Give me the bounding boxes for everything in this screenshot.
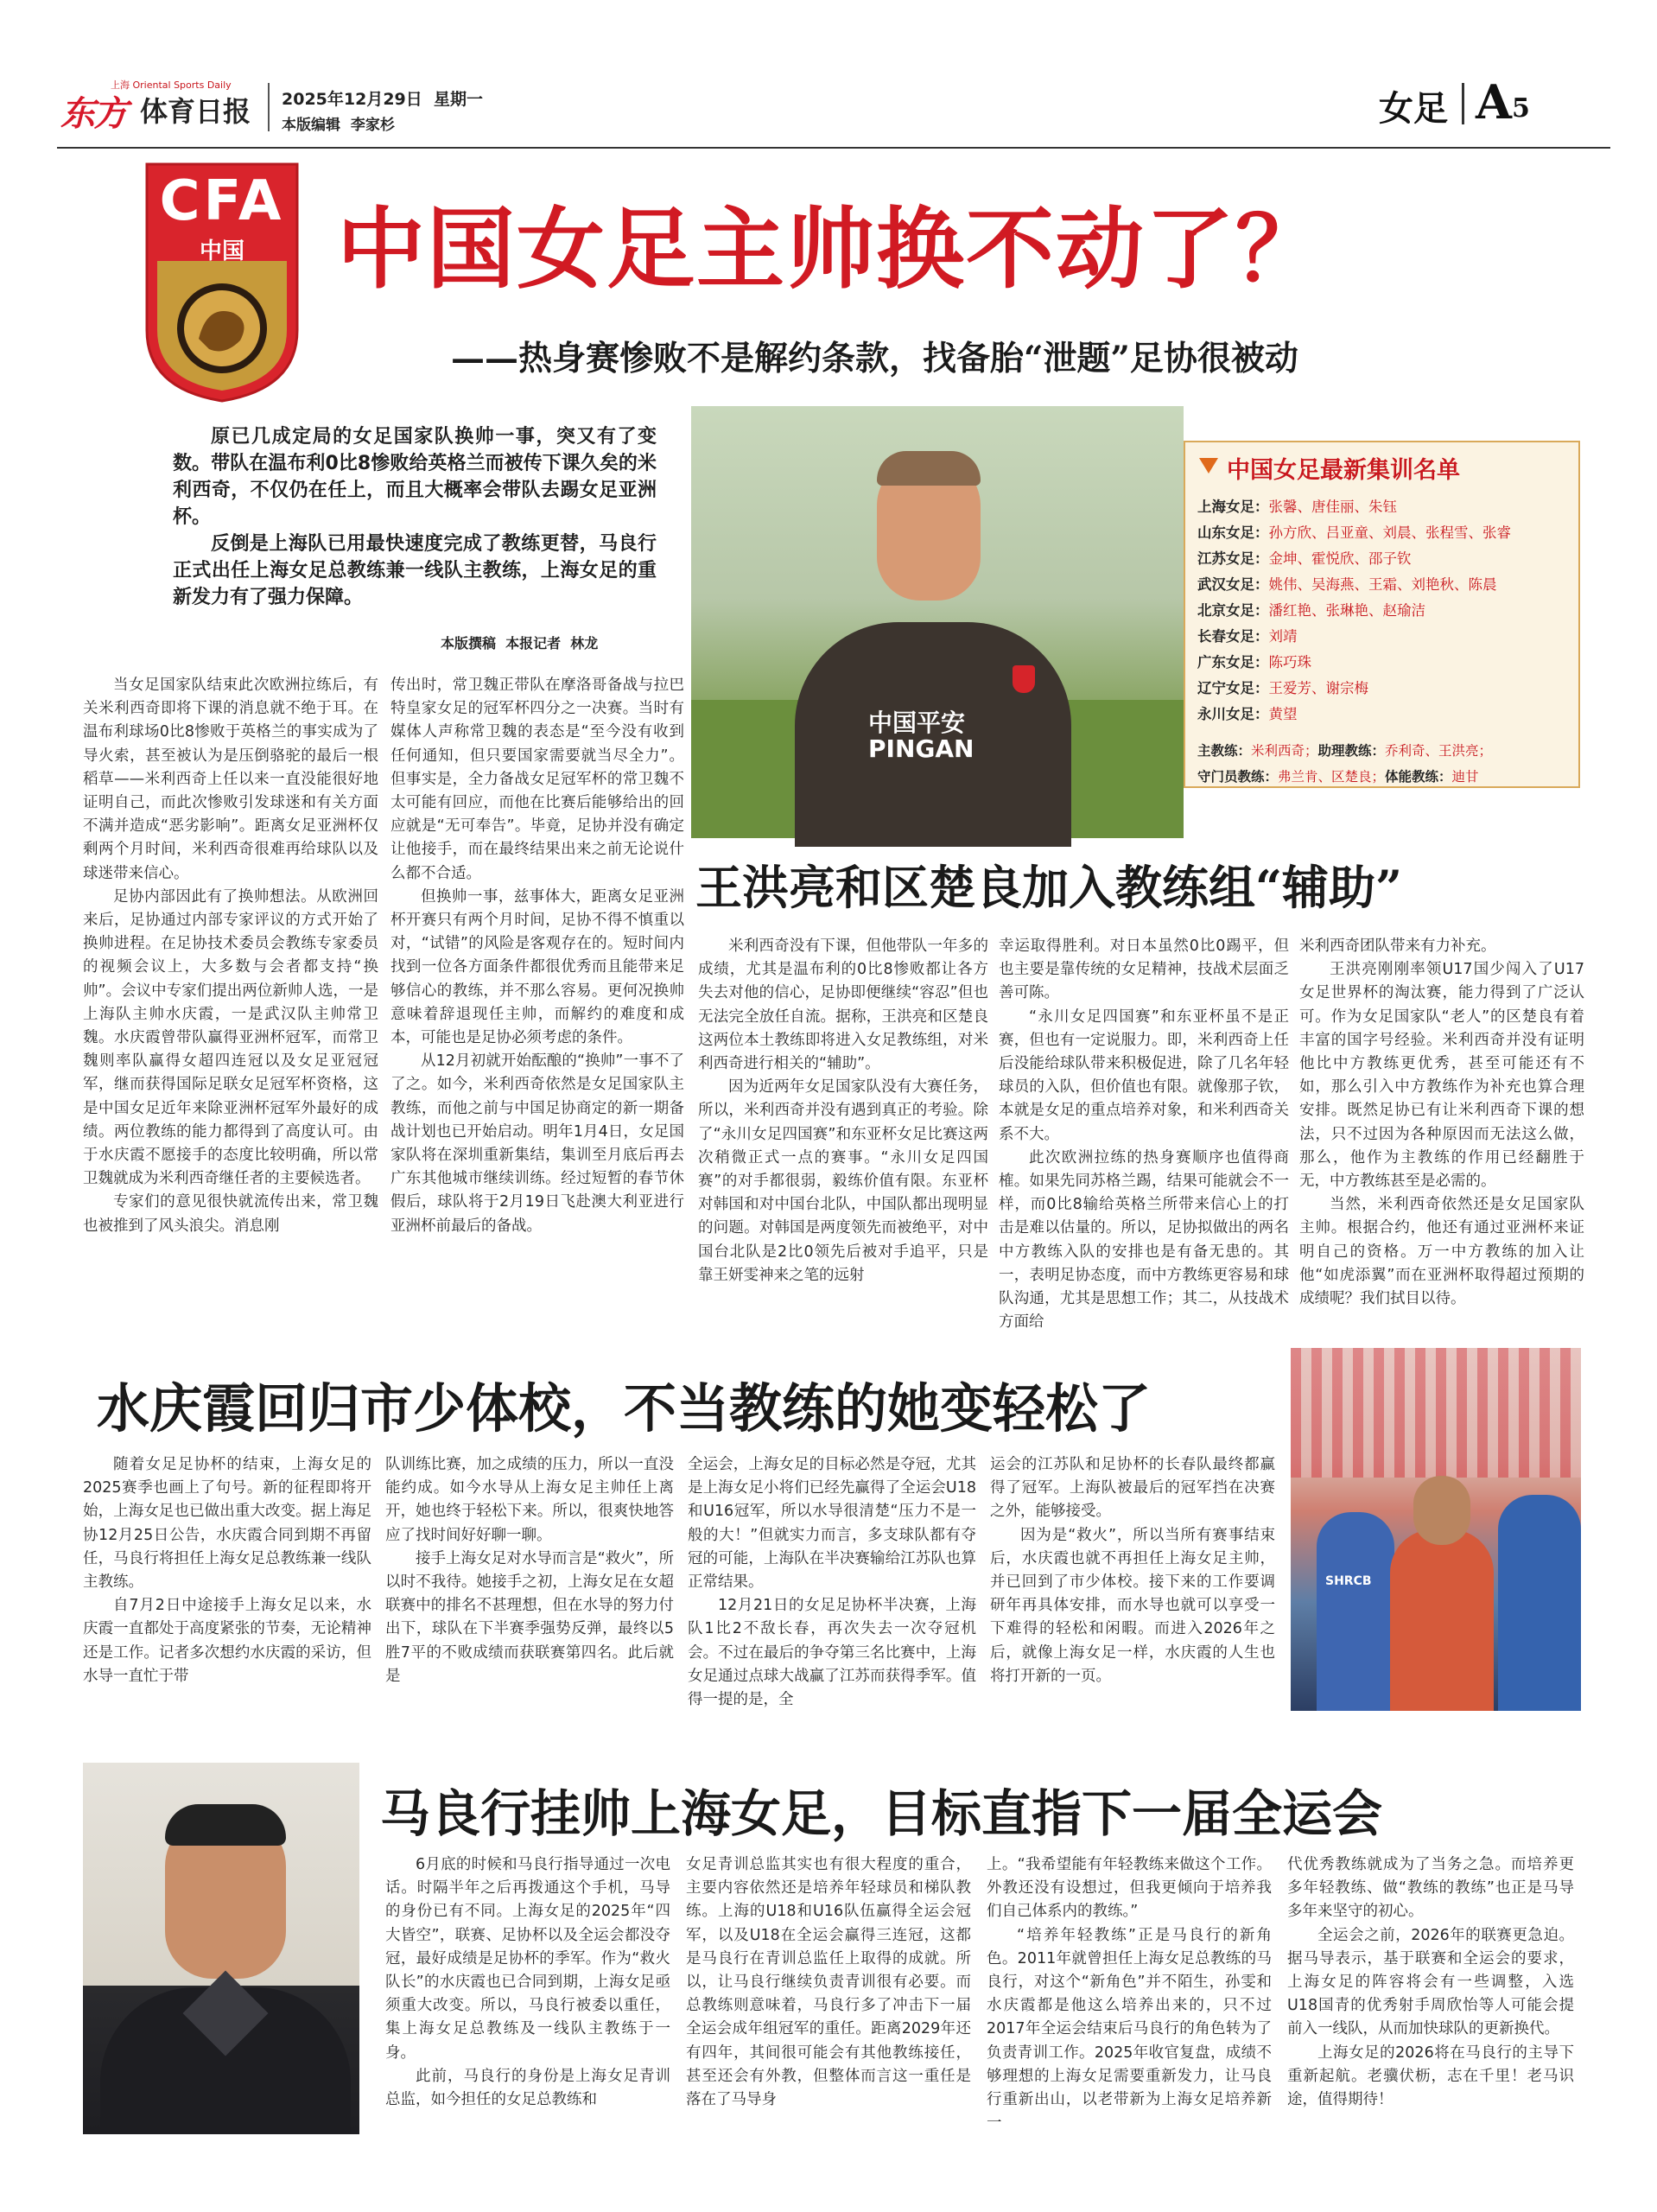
roster-row xyxy=(1197,650,1569,676)
section-name: 女足 xyxy=(1379,88,1448,129)
masthead xyxy=(60,59,1607,145)
article3-column-2 xyxy=(385,1453,674,1713)
article3-column-4 xyxy=(990,1453,1275,1713)
staff-label: 主教练： xyxy=(1197,743,1252,759)
coach-hair xyxy=(877,451,981,486)
staff-label: 助理教练： xyxy=(1317,743,1386,759)
roster-list xyxy=(1197,494,1569,790)
roster-spacer xyxy=(1197,728,1569,738)
logo-sub: 体育日报 xyxy=(140,95,251,128)
article2-column-3 xyxy=(1299,935,1584,1315)
paragraph: 女足青训总监其实也有很大程度的重合，主要内容依然还是培养年轻球员和梯队教练。上海的U18和U16队伍赢得全运会冠军，以及U18在全运会赢得三连冠，这都是马良行在青训总监任上取得的成就。所以，让马良行继续负责青训很有必要。而总教练则意味着，马良行多了冲击下一届全运会成年组冠军的重任。距离2029年还有四年，其间很可能会有其他教练接任，甚至还会有外教，但整体而言这一重任是落在了马导身 xyxy=(686,1856,971,2109)
shirt-sponsor-en: PINGAN xyxy=(868,734,975,763)
roster-names: 黄望 xyxy=(1268,706,1298,722)
paragraph: 此次欧洲拉练的热身赛顺序也值得商榷。如果先同苏格兰踢，结果可能就会不一样，而0比8输给英格兰所带来信心上的打击是难以估量的。所以，足协拟做出的两名中方教练入队的安排也是有备无患的。其一，表明足协态度，而中方教练更容易和球队沟通，尤其是思想工作；其二，从技战术方面给 xyxy=(999,1148,1289,1332)
roster-names: 潘红艳、张琳艳、赵瑜洁 xyxy=(1268,602,1425,619)
article4-column-3 xyxy=(987,1853,1272,2139)
roster-row xyxy=(1197,494,1569,520)
staff-value: 乔利奇、王洪亮； xyxy=(1385,743,1493,759)
coach-figure xyxy=(1390,1529,1494,1711)
article2-column-1 xyxy=(698,935,988,1315)
roster-staff-row xyxy=(1197,764,1569,790)
paragraph: 因为是“救火”，所以当所有赛事结束后，水庆霞也就不再担任上海女足主帅，并已回到了市少体校。接下来的工作要调研年再具体安排，而水导也就可以享受一下难得的轻松和闲暇。而进入2026年之后，就像上海女足一样，水庆霞的人生也将打开新的一页。 xyxy=(990,1526,1275,1685)
emblem-country: 中国 xyxy=(199,238,244,264)
paragraph: 全运会之前，2026年的联赛更急迫。据马导表示，基于联赛和全运会的要求，上海女足的阵容将会有一些调整，入选U18国青的优秀射手周欣怡等人可能会提前入一线队，从而加快球队的更新换代。 xyxy=(1287,1926,1574,2038)
paragraph: 此前，马良行的身份是上海女足青训总监，如今担任的女足总教练和 xyxy=(385,2067,670,2109)
staff-label: 体能教练： xyxy=(1385,769,1452,785)
paragraph: 上海女足的2026将在马良行的主导下重新起航。老骥伏枥，志在千里！老马识途，值得期待！ xyxy=(1287,2044,1574,2109)
paragraph: 上。“我希望能有年轻教练来做这个工作。外教还没有设想过，但我更倾向于培养我们自己体系内的教练。” xyxy=(987,1856,1272,1921)
paragraph: 接手上海女足对水导而言是“救火”，所以时不我待。她接手之初，上海女足在女超联赛中的排名不甚理想，但在水导的努力付出下，球队在下半赛季强势反弹，最终以5胜7平的不败成绩而获联赛第四名。此后就是 xyxy=(385,1549,674,1685)
paragraph: 全运会，上海女足的目标必然是夺冠，尤其是上海女足小将们已经先赢得了全运会U18和U16冠军，所以水导很清楚“压力不是一般的大！”但就实力而言，多支球队都有夺冠的可能，上海队在半决赛输给江苏队也算正常结果。 xyxy=(688,1456,976,1592)
paragraph: 队训练比赛，加之成绩的压力，所以一直没能约成。如今水导从上海女足主帅任上离开，她也终于轻松下来。所以，很爽快地答应了找时间好好聊一聊。 xyxy=(385,1456,674,1544)
roster-names: 王爱芳、谢宗梅 xyxy=(1268,680,1368,696)
coach-head xyxy=(1413,1476,1470,1545)
roster-row xyxy=(1197,546,1569,572)
staff-value: 弗兰肯、区楚良； xyxy=(1278,769,1386,785)
article4-column-1 xyxy=(385,1853,670,2139)
paragraph: 但换帅一事，兹事体大，距离女足亚洲杯开赛只有两个月时间，足协不得不慎重以对，“试错”的风险是客观存在的。短时间内找到一位各方面条件都很优秀而且能带来足够信心的教练，并不那么容易。更何况换帅意味着辞退现任主帅，而解约的难度和成本，可能也是足协必须考虑的条件。 xyxy=(390,887,684,1047)
roster-names: 张馨、唐佳丽、朱钰 xyxy=(1268,499,1397,515)
article4-column-4 xyxy=(1287,1853,1574,2139)
roster-names: 姚伟、吴海燕、王霜、刘艳秋、陈晨 xyxy=(1268,576,1497,593)
roster-row xyxy=(1197,676,1569,702)
roster-names: 孙方欣、吕亚童、刘晨、张程雪、张睿 xyxy=(1268,524,1511,541)
paragraph: 从12月初就开始酝酿的“换帅”一事不了了之。如今，米利西奇依然是女足国家队主教练，而他之前与中国足协商定的新一期备战计划也已开始启动。明年1月4日，女足国家队将在深圳重新集结，集训至月底后再去广东其他城市继续训练。经过短暂的春节休假后，球队将于2月19日飞赴澳大利亚进行亚洲杯前最后的备战。 xyxy=(390,1052,684,1235)
player-figure xyxy=(1498,1495,1581,1711)
staff-value: 迪甘 xyxy=(1451,769,1479,785)
roster-club: 北京女足： xyxy=(1197,602,1269,619)
section-divider xyxy=(1462,83,1464,124)
cfa-emblem xyxy=(138,157,306,404)
roster-row xyxy=(1197,702,1569,728)
article4-column-2 xyxy=(686,1853,971,2139)
article3-column-3 xyxy=(688,1453,976,1713)
lead-column-2 xyxy=(390,674,684,1313)
paragraph: 王洪亮刚刚率领U17国少闯入了U17女足世界杯的淘汰赛，能力得到了广泛认可。作为女足国家队“老人”的区楚良有着丰富的国字号经验。米利西奇并没有证明他比中方教练更优秀，甚至可能还有不如，那么引入中方教练作为补充也算合理安排。既然足协已有让米利西奇下课的想法，只不过因为各种原因而无法这么做，那么，他作为主教练的作用已经翻胜于无，中方教练甚至是必需的。 xyxy=(1299,961,1584,1191)
paragraph: 专家们的意见很快就流传出来，常卫魏也被推到了风头浪尖。消息刚 xyxy=(83,1193,378,1235)
sponsor-sign: SHRCB xyxy=(1325,1574,1372,1588)
staff-label: 守门员教练： xyxy=(1197,769,1279,785)
roster-title: 中国女足最新集训名单 xyxy=(1227,457,1460,484)
article2-headline: 王洪亮和区楚良加入教练组“辅助” xyxy=(695,860,1403,915)
paragraph: 因为近两年女足国家队没有大赛任务，所以，米利西奇并没有遇到真正的考验。除了“永川女足四国赛”和东亚杯女足比赛这两次稍微正式一点的赛事。“永川女足四国赛”的对手都很弱，毅练价值有限。东亚杯对韩国和对中国台北队，中国队都出现明显的问题。对韩国是两度领先而被绝平，对中国台北队是2比0领先后被对手追平，只是靠王妍雯神来之笔的远射 xyxy=(698,1078,988,1284)
roster-club: 上海女足： xyxy=(1197,499,1269,515)
paragraph: 运会的江苏队和足协杯的长春队最终都赢得了冠军。上海队被最后的冠军挡在决赛之外，能够接受。 xyxy=(990,1456,1275,1521)
lead-byline: 本版撰稿 本报记者 林龙 xyxy=(441,635,599,652)
roster-club: 辽宁女足： xyxy=(1197,680,1269,696)
paragraph: 足协内部因此有了换帅想法。从欧洲回来后，足协通过内部专家评议的方式开始了换帅进程。在足协技术委员会教练专家委员的视频会议上，大多数与会者都支持“换帅”。会议中专家们提出两位新帅人选，一是上海队主帅水庆霞，一是武汉队主帅常卫魏。水庆霞曾带队赢得亚洲杯冠军，而常卫魏则率队赢得女超四连冠以及女足亚冠冠军，继而获得国际足联女足冠军杯资格，这是中国女足近年来除亚洲杯冠军外最好的成绩。两位教练的能力都得到了高度认可。由于水庆霞不愿接手的态度比较明确，所以常卫魏就成为米利西奇继任者的主要候选者。 xyxy=(83,887,378,1188)
paragraph: 12月21日的女足足协杯半决赛，上海队1比2不敌长春，再次失去一次夺冠机会。不过在最后的争夺第三名比赛中，上海女足通过点球大战赢了江苏而获得季军。值得一提的是，全 xyxy=(688,1597,976,1709)
lead-column-1 xyxy=(83,674,378,1313)
article4-headline: 马良行挂帅上海女足，目标直指下一届全运会 xyxy=(380,1784,1383,1843)
logo-main: 东方 xyxy=(60,93,126,134)
page-number: 5 xyxy=(1512,93,1530,124)
roster-club: 江苏女足： xyxy=(1197,550,1269,567)
paragraph: 米利西奇团队带来有力补充。 xyxy=(1299,938,1496,955)
roster-row xyxy=(1197,572,1569,598)
lead-intro xyxy=(173,423,657,611)
roster-box xyxy=(1184,441,1580,788)
staff-value: 米利西奇； xyxy=(1251,743,1318,759)
paragraph: 自7月2日中途接手上海女足以来，水庆霞一直都处于高度紧张的节奏，无论精神还是工作。记者多次想约水庆霞的采访，但水导一直忙于带 xyxy=(83,1597,371,1685)
page-editor: 本版编辑 李家杉 xyxy=(282,117,395,134)
lead-subtitle: ——热身赛惨败不是解约条款，找备胎“泄题”足协很被动 xyxy=(451,339,1298,378)
logo-tiny: 上海 Oriental Sports Daily xyxy=(111,79,232,91)
coach-photo xyxy=(691,406,1184,834)
roster-row xyxy=(1197,598,1569,624)
roster-names: 金坤、霍悦欣、邵子钦 xyxy=(1268,550,1412,567)
page-letter: A xyxy=(1476,74,1512,130)
ma-liangxing-photo xyxy=(83,1763,359,2134)
roster-arrow-icon xyxy=(1199,458,1218,474)
paragraph: 当然，米利西奇依然还是女足国家队主帅。根据合约，他还有通过亚洲杯来证明自己的资格。万一中方教练的加入让他“如虎添翼”而在亚洲杯取得超过预期的成绩呢？我们拭目以待。 xyxy=(1299,1196,1584,1308)
stadium-seats xyxy=(1291,1348,1581,1478)
roster-names: 刘靖 xyxy=(1268,628,1298,645)
roster-row xyxy=(1197,520,1569,546)
roster-club: 武汉女足： xyxy=(1197,576,1269,593)
roster-names: 陈巧珠 xyxy=(1268,654,1311,671)
coach-shui-photo xyxy=(1291,1348,1581,1711)
paragraph: 6月底的时候和马良行指导通过一次电话。时隔半年之后再拨通这个手机，马导的身份已有不同。上海女足的2025年“四大皆空”，联赛、足协杯以及全运会都没夺冠，最好成绩是足协杯的季军。作为“救火队长”的水庆霞也已合同到期，上海女足亟须重大改变。所以，马良行被委以重任，集上海女足总教练及一线队主教练于一身。 xyxy=(385,1856,670,2062)
paragraph: “永川女足四国赛”和东亚杯虽不是正赛，但也有一定说服力。即，米利西奇上任后没能给球队带来积极促进，除了几名年轻球员的入队，但价值也有限。就像那子钦，本就是女足的重点培养对象，和米利西奇关系不大。 xyxy=(999,1007,1289,1143)
lead-intro-p2: 反倒是上海队已用最快速度完成了教练更替，马良行正式出任上海女足总教练兼一线队主教练，上海女足的重新发力有了强力保障。 xyxy=(173,533,657,608)
lead-headline: 中国女足主帅换不动了？ xyxy=(337,198,1325,302)
masthead-rule xyxy=(57,147,1610,149)
shirt-badge xyxy=(1013,665,1035,693)
article3-column-1 xyxy=(83,1453,371,1713)
masthead-divider xyxy=(268,83,270,131)
roster-staff-row xyxy=(1197,738,1569,764)
paragraph: 当女足国家队结束此次欧洲拉练后，有关米利西奇即将下课的消息就不绝于耳。在温布利球场0比8惨败于英格兰的事实成为了导火索，甚至被认为是压倒骆驼的最后一根稻草——米利西奇上任以来一直没能很好地证明自己，而此次惨败引发球迷和有关方面不满并造成“恶劣影响”。距离女足亚洲杯仅剩两个月时间，米利西奇很难再给球队以及球迷带来信心。 xyxy=(83,677,378,882)
paragraph: 米利西奇没有下课，但他带队一年多的成绩，尤其是温布利的0比8惨败都让各方失去对他的信心，足协即便继续“容忍”但也无法完全放任自流。据称，王洪亮和区楚良这两位本土教练即将进入女足教练组，对米利西奇进行相关的“辅助”。 xyxy=(698,938,988,1073)
roster-club: 山东女足： xyxy=(1197,524,1269,541)
roster-club: 广东女足： xyxy=(1197,654,1269,671)
article2-column-2 xyxy=(999,935,1289,1332)
paragraph: 传出时，常卫魏正带队在摩洛哥备战与拉巴特皇家女足的冠军杯四分之一决赛。当时有媒体人声称常卫魏的表态是“至今没有收到任何通知，但只要国家需要就当尽全力”。但事实是，全力备战女足冠军杯的常卫魏不太可能有回应，而他在比赛后能够给出的回应就是“无可奉告”。毕竟，足协并没有确定让他接手，而在最终结果出来之前无论说什么都不合适。 xyxy=(390,677,684,882)
article3-headline: 水庆霞回归市少体校，不当教练的她变轻松了 xyxy=(97,1378,1152,1440)
paragraph: “培养年轻教练”正是马良行的新角色。2011年就曾担任上海女足总教练的马良行，对这个“新角色”并不陌生，孙雯和水庆霞都是他这么培养出来的，只不过2017年全运会结束后马良行的角色转为了负责青训工作。2025年收官复盘，成绩不够理想的上海女足需要重新发力，让马良行重新出山，以老带新为上海女足培养新一 xyxy=(987,1926,1272,2133)
paragraph: 幸运取得胜利。对日本虽然0比0踢平，但也主要是靠传统的女足精神，技战术层面乏善可陈。 xyxy=(999,938,1289,1002)
player-figure xyxy=(1317,1512,1394,1711)
shirt-sponsor: 中国平安 xyxy=(868,709,966,737)
issue-date: 2025年12月29日 星期一 xyxy=(282,90,483,109)
paragraph: 随着女足足协杯的结束，上海女足的2025赛季也画上了句号。新的征程即将开始，上海女足也已做出重大改变。据上海足协12月25日公告，水庆霞合同到期不再留任，马良行将担任上海女足总教练兼一线队主教练。 xyxy=(83,1456,371,1592)
roster-row xyxy=(1197,624,1569,650)
lead-intro-p1: 原已几成定局的女足国家队换帅一事，突又有了变数。带队在温布利0比8惨败给英格兰而被传下课久矣的米利西奇，不仅仍在任上，而且大概率会带队去踢女足亚洲杯。 xyxy=(173,426,657,528)
emblem-letters: CFA xyxy=(159,169,285,233)
roster-club: 永川女足： xyxy=(1197,706,1269,722)
paragraph: 代优秀教练就成为了当务之急。而培养更多年轻教练、做“教练的教练”也正是马导多年来坚守的初心。 xyxy=(1287,1856,1574,1921)
person-hair xyxy=(165,1804,286,1846)
roster-club: 长春女足： xyxy=(1197,628,1269,645)
